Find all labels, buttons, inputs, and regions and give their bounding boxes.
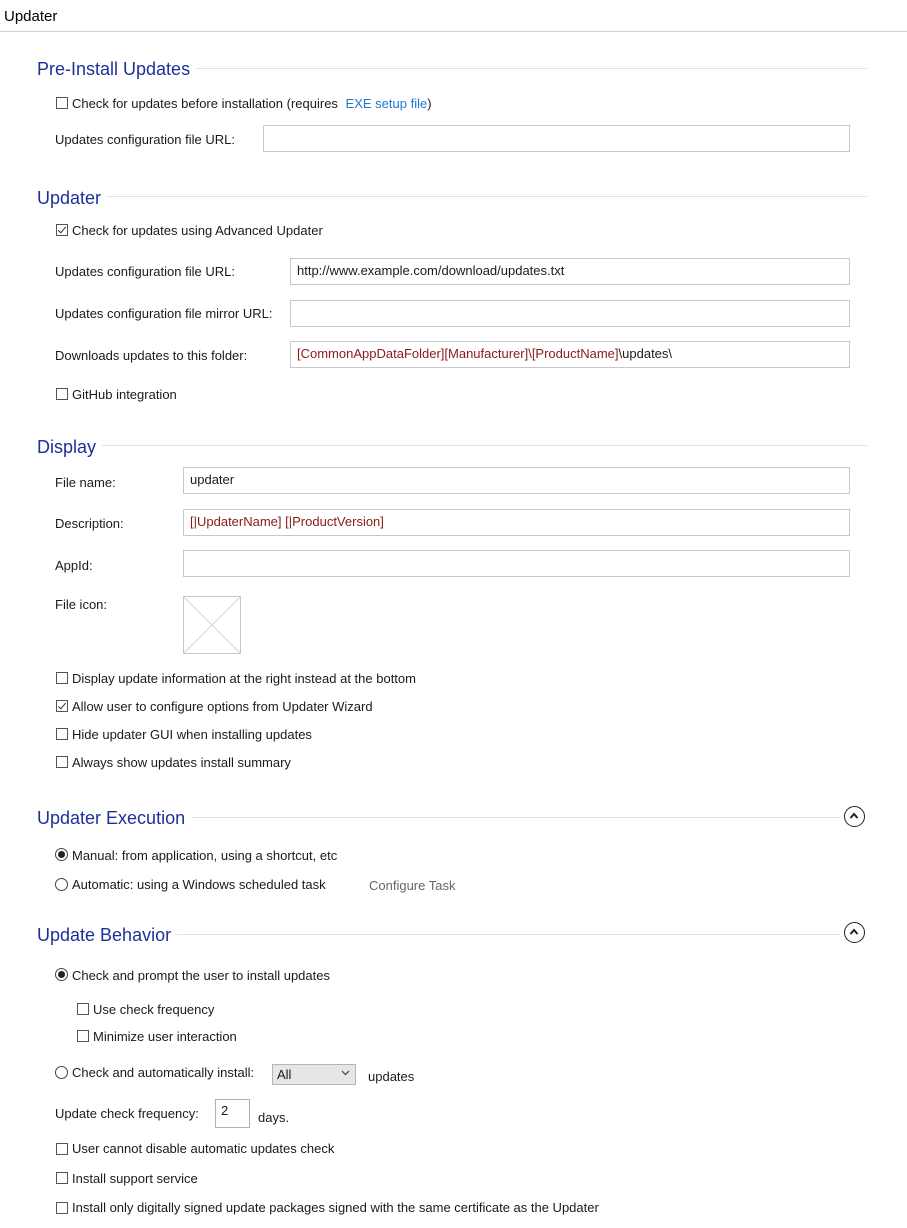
auto-install-radio[interactable] <box>55 1066 68 1079</box>
automatic-execution-label[interactable]: Automatic: using a Windows scheduled task <box>72 877 326 892</box>
updater-config-url-input[interactable]: http://www.example.com/download/updates.txt <box>290 258 850 285</box>
appid-input[interactable] <box>183 550 850 577</box>
section-divider <box>40 445 867 446</box>
updater-check-checkbox[interactable] <box>56 224 68 236</box>
hide-gui-checkbox[interactable] <box>56 728 68 740</box>
updater-folder-label: Downloads updates to this folder: <box>55 348 248 363</box>
github-integration-checkbox[interactable] <box>56 388 68 400</box>
support-service-checkbox[interactable] <box>56 1172 68 1184</box>
description-input[interactable]: [|UpdaterName] [|ProductVersion] <box>183 509 850 536</box>
configure-task-button[interactable]: Configure Task <box>369 878 456 893</box>
minimize-interaction-checkbox[interactable] <box>77 1030 89 1042</box>
frequency-label: Update check frequency: <box>55 1106 199 1121</box>
updater-mirror-url-label: Updates configuration file mirror URL: <box>55 306 273 321</box>
display-right-label[interactable]: Display update information at the right instead at the bottom <box>72 671 416 686</box>
behavior-collapse-button[interactable] <box>844 922 865 943</box>
window-title: Updater <box>4 8 58 25</box>
updater-check-label[interactable]: Check for updates using Advanced Updater <box>72 223 323 238</box>
chevron-up-icon <box>849 811 859 821</box>
manual-execution-radio[interactable] <box>55 848 68 861</box>
empty-image-icon <box>184 597 240 653</box>
file-icon-picker[interactable] <box>183 596 241 654</box>
section-updater-heading: Updater <box>37 188 107 209</box>
file-name-label: File name: <box>55 475 116 490</box>
window-titlebar <box>0 0 907 32</box>
section-divider <box>40 196 867 197</box>
pre-install-check-checkbox[interactable] <box>56 97 68 109</box>
file-icon-label: File icon: <box>55 597 108 612</box>
display-right-checkbox[interactable] <box>56 672 68 684</box>
updater-folder-input[interactable]: [CommonAppDataFolder][Manufacturer]\[ProductName]\updates\ <box>290 341 850 368</box>
show-summary-label[interactable]: Always show updates install summary <box>72 755 291 770</box>
section-behavior-heading: Update Behavior <box>37 925 177 946</box>
prompt-install-label[interactable]: Check and prompt the user to install updates <box>72 968 330 983</box>
exe-setup-file-link[interactable]: EXE setup file <box>345 96 428 111</box>
automatic-execution-radio[interactable] <box>55 878 68 891</box>
chevron-up-icon <box>849 927 859 937</box>
signed-only-label[interactable]: Install only digitally signed update packages signed with the same certificate as the Updater <box>72 1200 599 1215</box>
use-check-frequency-label[interactable]: Use check frequency <box>93 1002 215 1017</box>
file-name-input[interactable]: updater <box>183 467 850 494</box>
allow-configure-label[interactable]: Allow user to configure options from Updater Wizard <box>72 699 373 714</box>
auto-install-select[interactable] <box>272 1064 356 1085</box>
appid-label: AppId: <box>55 558 93 573</box>
minimize-interaction-label[interactable]: Minimize user interaction <box>93 1029 237 1044</box>
auto-install-select-value: All <box>277 1067 292 1082</box>
updater-mirror-url-input[interactable] <box>290 300 850 327</box>
manual-execution-label[interactable]: Manual: from application, using a shortcut, etc <box>72 848 338 863</box>
use-check-frequency-checkbox[interactable] <box>77 1003 89 1015</box>
description-label: Description: <box>55 516 124 531</box>
section-execution-heading: Updater Execution <box>37 808 191 829</box>
frequency-input[interactable]: 2 <box>215 1099 250 1128</box>
section-pre-install-heading: Pre-Install Updates <box>37 59 196 80</box>
execution-collapse-button[interactable] <box>844 806 865 827</box>
updater-config-url-label: Updates configuration file URL: <box>55 264 235 279</box>
chevron-down-icon <box>341 1070 350 1076</box>
section-display-heading: Display <box>37 437 102 458</box>
prompt-install-radio[interactable] <box>55 968 68 981</box>
pre-install-config-url-input[interactable] <box>263 125 850 152</box>
github-integration-label[interactable]: GitHub integration <box>72 387 177 402</box>
updates-suffix-label: updates <box>368 1069 415 1084</box>
support-service-label[interactable]: Install support service <box>72 1171 198 1186</box>
pre-install-check-label[interactable]: Check for updates before installation (requires EXE setup file) <box>72 96 432 111</box>
cannot-disable-checkbox[interactable] <box>56 1143 68 1155</box>
cannot-disable-label[interactable]: User cannot disable automatic updates check <box>72 1141 335 1156</box>
pre-install-config-url-label: Updates configuration file URL: <box>55 132 235 147</box>
signed-only-checkbox[interactable] <box>56 1202 68 1214</box>
auto-install-label[interactable]: Check and automatically install: <box>72 1065 255 1080</box>
allow-configure-checkbox[interactable] <box>56 700 68 712</box>
frequency-unit-label: days. <box>258 1110 290 1125</box>
show-summary-checkbox[interactable] <box>56 756 68 768</box>
hide-gui-label[interactable]: Hide updater GUI when installing updates <box>72 727 312 742</box>
